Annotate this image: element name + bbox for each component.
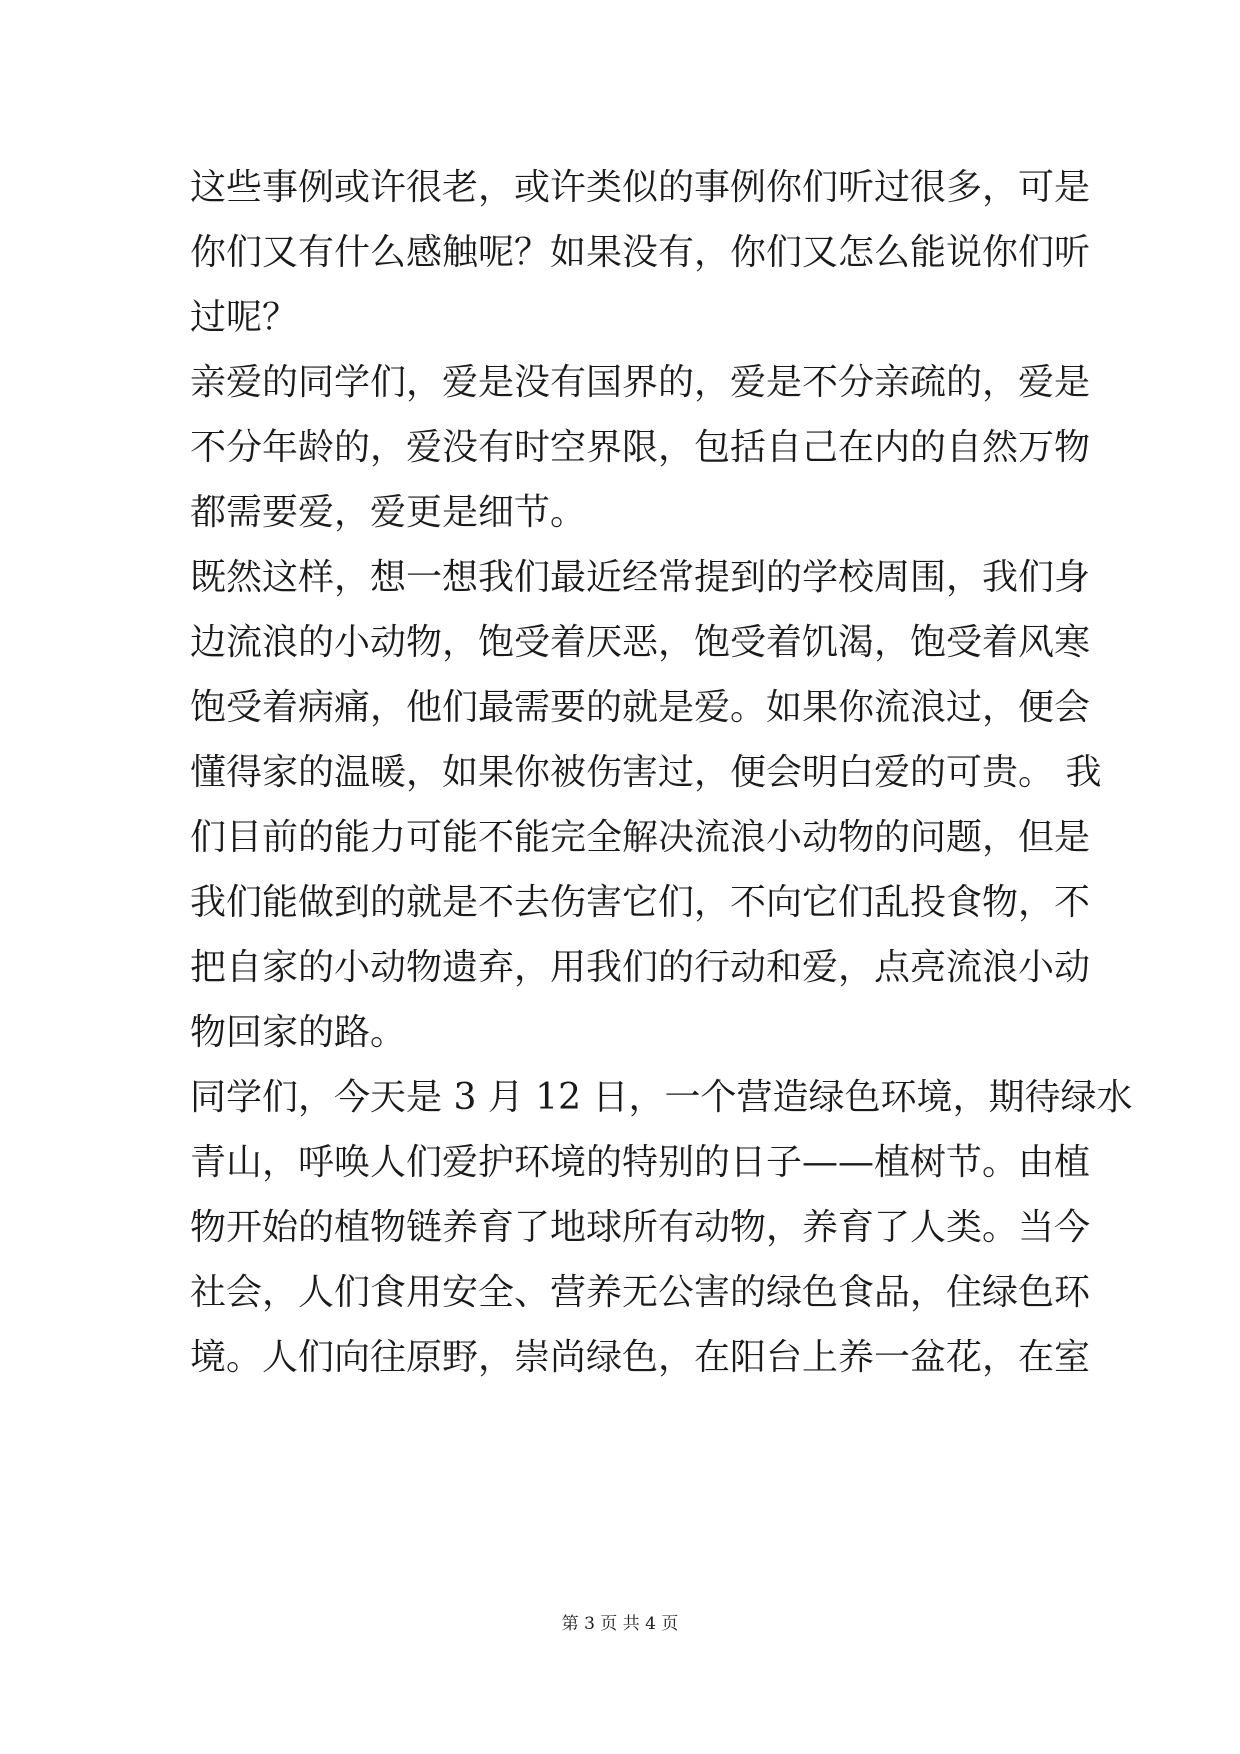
text-line-16: 青山，呼唤人们爱护环境的特别的日子——植树节。由植 bbox=[190, 1142, 1091, 1183]
text-line-7: 既然这样，想一想我们最近经常提到的学校周围，我们身 bbox=[190, 557, 1091, 598]
text-line-9: 饱受着病痛，他们最需要的就是爱。如果你流浪过，便会 bbox=[190, 687, 1091, 728]
text-line-3: 过呢？ bbox=[190, 297, 299, 338]
text-line-8: 边流浪的小动物，饱受着厌恶，饱受着饥渴，饱受着风寒 bbox=[190, 622, 1091, 663]
text-line-12: 我们能做到的就是不去伤害它们，不向它们乱投食物，不 bbox=[190, 882, 1091, 923]
page-number-footer: 第 3 页 共 4 页 bbox=[561, 1614, 679, 1634]
text-line-18: 社会，人们食用安全、营养无公害的绿色食品，住绿色环 bbox=[190, 1272, 1091, 1313]
text-line-15: 同学们，今天是 3 月 12 日，一个营造绿色环境，期待绿水 bbox=[190, 1077, 1133, 1118]
text-line-10: 懂得家的温暖，如果你被伤害过，便会明白爱的可贵。 我 bbox=[190, 752, 1102, 793]
text-line-2: 你们又有什么感触呢？如果没有，你们又怎么能说你们听 bbox=[190, 232, 1091, 273]
text-line-4: 亲爱的同学们，爱是没有国界的，爱是不分亲疏的，爱是 bbox=[190, 362, 1091, 403]
text-line-13: 把自家的小动物遗弃，用我们的行动和爱，点亮流浪小动 bbox=[190, 947, 1091, 988]
text-line-1: 这些事例或许很老，或许类似的事例你们听过很多，可是 bbox=[190, 167, 1091, 208]
text-line-5: 不分年龄的，爱没有时空界限，包括自己在内的自然万物 bbox=[190, 427, 1091, 468]
text-line-14: 物回家的路。 bbox=[190, 1012, 407, 1053]
text-line-19: 境。人们向往原野，崇尚绿色，在阳台上养一盆花，在室 bbox=[190, 1337, 1091, 1378]
text-line-11: 们目前的能力可能不能完全解决流浪小动物的问题，但是 bbox=[190, 817, 1091, 858]
text-line-17: 物开始的植物链养育了地球所有动物，养育了人类。当今 bbox=[190, 1207, 1091, 1248]
text-line-6: 都需要爱，爱更是细节。 bbox=[190, 492, 587, 533]
